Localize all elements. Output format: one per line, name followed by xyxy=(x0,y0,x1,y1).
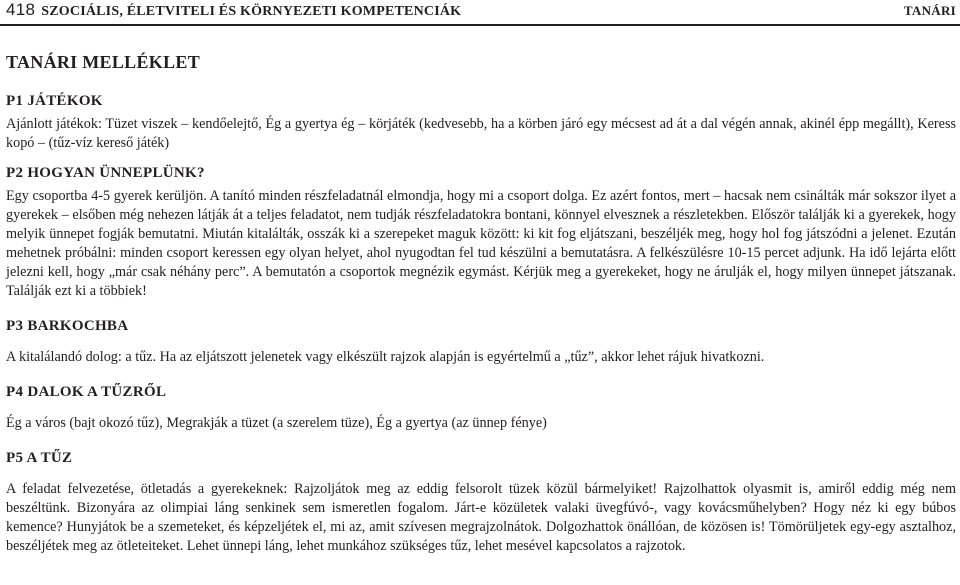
page-content xyxy=(6,49,956,556)
section-text-p1: Ajánlott játékok: Tüzet viszek – kendőelejtő, Ég a gyertya ég – körjáték (kedvesebb, ha a körben járó egy mécsest ad át a dal végén annak, akinél épp megállt), Keress kopó – (tűz-víz kereső játék) xyxy=(6,116,956,151)
section-heading-p2: P2 HOGYAN ÜNNEPLÜNK? xyxy=(6,165,205,181)
section-text-p3: A kitalálandó dolog: a tűz. Ha az eljátszott jelenetek vagy elkészült rajzok alapján is egyértelmű a „tűz”, akkor lehet rájuk hivatkozni. xyxy=(6,349,765,365)
section-heading-p4: P4 DALOK A TŰZRŐL xyxy=(6,384,167,400)
header-title: SZOCIÁLIS, ÉLETVITELI ÉS KÖRNYEZETI KOMPETENCIÁK xyxy=(41,4,462,19)
page-title: TANÁRI MELLÉKLET xyxy=(6,52,201,72)
header-section-label: TANÁRI xyxy=(903,3,956,18)
header-divider xyxy=(0,24,960,26)
section-heading-p5: P5 A TŰZ xyxy=(6,450,73,466)
section-heading-p1: P1 JÁTÉKOK xyxy=(6,93,103,109)
running-header xyxy=(6,0,956,22)
section-text-p4: Ég a város (bajt okozó tűz), Megrakják a tüzet (a szerelem tüze), Ég a gyertya (az ünnep fénye) xyxy=(6,415,547,431)
section-text-p2: Egy csoportba 4-5 gyerek kerüljön. A tanító minden részfeladatnál elmondja, hogy mi a csoport dolga. Ez azért fontos, mert – hacsak nem csinálták már sokszor ilyet a gyerekek – elsőben még nehezen látják át a teljes feladatot, nem tudják részfeladatokra bontani, könnyel elvesznek a részletekben. Először találják ki a gyerekek, hogy melyik ünnepet fogják bemutatni. Miután kitalálták, osszák ki a szerepeket maguk között: ki kit fog eljátszani, beszéljék meg, hogy hol fog játszódni a jelenet. Ezután mehetnek próbálni: minden csoport keressen egy olyan helyet, ahol nyugodtan fel tud készülni a bemutatásra. A felkészülésre 10-15 percet adjunk. Ha idő lejárta előtt jelezni kell, hogy „már csak néhány perc”. A bemutatón a csoportok megnézik egymást. Kérjük meg a gyerekeket, hogy ne árulják el, hogy milyen ünnepet játszanak. Találják ezt ki a többiek! xyxy=(6,188,956,299)
section-heading-p3: P3 BARKOCHBA xyxy=(6,318,129,334)
page-number: 418 xyxy=(6,0,36,19)
section-text-p5: A feladat felvezetése, ötletadás a gyerekeknek: Rajzoljátok meg az eddig felsorolt tüzek közül bármelyiket! Rajzolhattok olyasmit is, amiről eddig még nem beszéltünk. Bizonyára az olimpiai láng senkinek sem ismeretlen fogalom. Járt-e közületek valaki üvegfúvó-, vagy kovácsműhelyben? Hogy néz ki egy búbos kemence? Hunyjátok be a szemeteket, és képzeljétek el, mi az, amit szívesen megrajzolnátok. Dolgozhattok önállóan, de közösen is! Tömörüljetek egy-egy asztalhoz, beszéljétek meg az ötleteiteket. Lehet ünnepi láng, lehet munkához szükséges tűz, lehet mesével kapcsolatos a rajzotok. xyxy=(6,481,956,554)
